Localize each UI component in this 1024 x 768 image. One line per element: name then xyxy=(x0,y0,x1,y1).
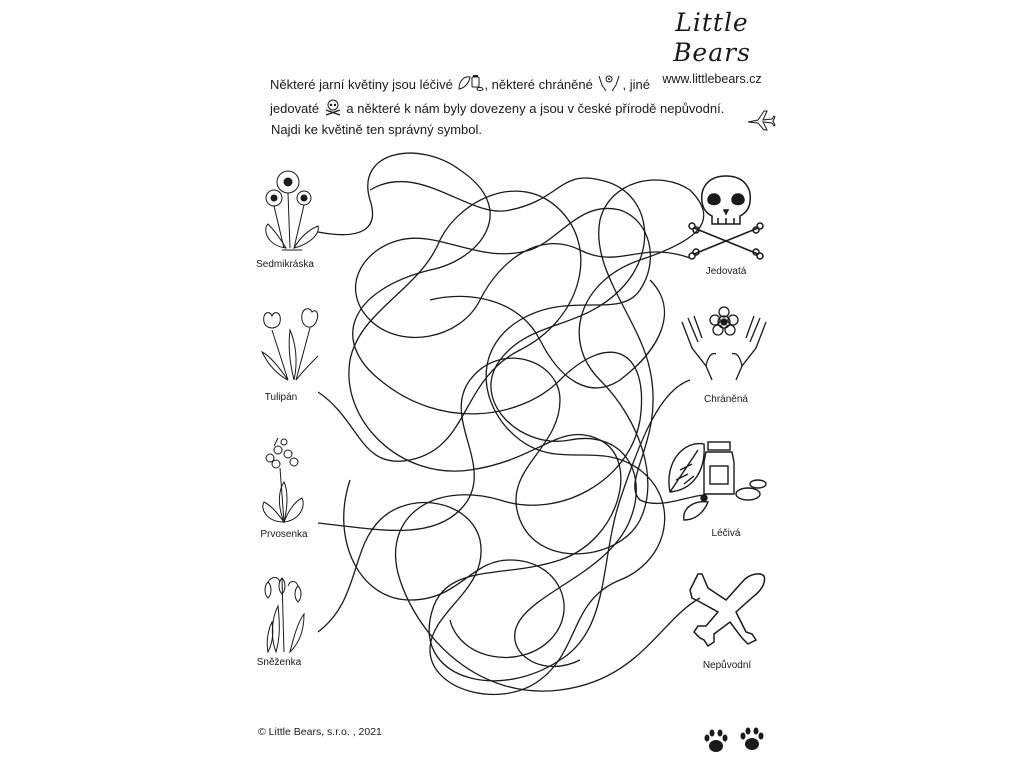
hands-flower-icon xyxy=(678,308,770,384)
intro-part-3: , jiné xyxy=(622,76,650,92)
daisy-icon xyxy=(258,168,328,256)
symbol-label-poisonous: Jedovatá xyxy=(705,266,747,277)
symbol-label-medicinal: Léčivá xyxy=(711,528,741,539)
paw-prints-icon xyxy=(702,726,768,756)
brand-name: Little Bears xyxy=(673,8,751,67)
flower-label-snowdrop: Sněženka xyxy=(256,657,302,668)
copyright-symbol: © xyxy=(258,726,266,738)
copyright-text: Little Bears, s.r.o. , 2021 xyxy=(268,726,382,738)
skull-crossbones-icon xyxy=(686,172,766,258)
brand-url[interactable]: www.littlebears.cz xyxy=(662,72,762,86)
maze-path-5 xyxy=(370,178,645,666)
intro-part-4: jedovaté xyxy=(270,100,320,116)
snowdrop-icon xyxy=(256,572,314,658)
primrose-icon xyxy=(256,432,316,530)
flower-label-primrose: Prvosenka xyxy=(260,529,308,540)
intro-part-5: a některé k nám byly dovezeny a jsou v české přírodě nepůvodní. xyxy=(346,100,725,116)
maze-path-4 xyxy=(318,208,690,694)
maze-path-6 xyxy=(344,480,564,657)
flower-label-daisy: Sedmikráska xyxy=(256,259,314,270)
symbol-label-non-native: Nepůvodní xyxy=(702,660,752,671)
task-instruction: Najdi ke květině ten správný symbol. xyxy=(271,122,482,137)
herbal-medicine-icon xyxy=(664,432,772,524)
copyright-notice xyxy=(258,726,382,738)
intro-part-2: , některé chráněné xyxy=(484,76,593,92)
intro-part-1: Některé jarní květiny jsou léčivé xyxy=(270,76,453,92)
symbol-label-protected: Chráněná xyxy=(704,394,748,405)
flower-label-tulip: Tulipán xyxy=(264,392,298,403)
maze-path-2 xyxy=(318,191,690,681)
tulip-icon xyxy=(258,300,322,384)
airplane-icon xyxy=(684,568,768,648)
